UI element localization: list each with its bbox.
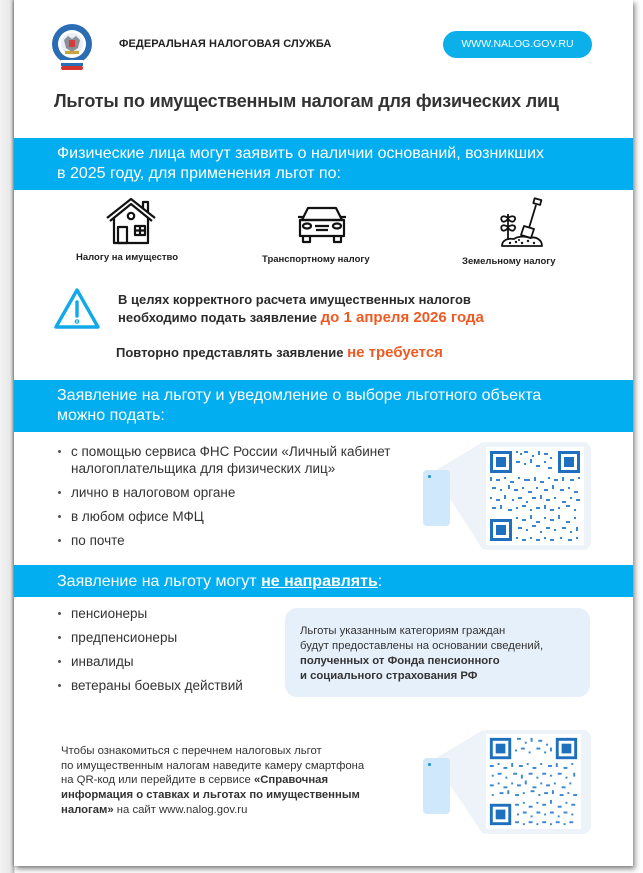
service-name-part1: «Справочная (253, 774, 329, 787)
list-item: лично в налоговом органе (56, 484, 416, 501)
page-title: Льготы по имущественным налогам для физических лиц (54, 91, 559, 111)
agency-name: ФЕДЕРАЛЬНАЯ НАЛОГОВАЯ СЛУЖБА (119, 38, 332, 50)
website-link-button[interactable]: WWW.NALOG.GOV.RU (443, 31, 592, 58)
banner-no-application-needed (14, 565, 633, 597)
qr-code-reference-icon[interactable] (423, 728, 593, 840)
list-item: ветераны боевых действий (56, 677, 296, 694)
banner-eligibility (14, 138, 633, 190)
info-line2: будут предоставлены на основании сведений, (300, 640, 544, 652)
service-name-part3: налогам» (61, 803, 114, 816)
category-label-land: Земельному налогу (462, 256, 556, 267)
leaflet-page (14, 0, 633, 866)
repeat-prefix: Повторно представлять заявление (116, 345, 348, 360)
list-item: инвалиды (56, 653, 296, 670)
footer-line2: по имущественным налогам наведите камеру смартфона (61, 759, 365, 772)
banner-submission-channels (14, 380, 633, 432)
repeat-highlight: не требуется (347, 344, 443, 361)
category-label-transport: Транспортному налогу (262, 254, 370, 265)
list-item: с помощью сервиса ФНС России «Личный кабинет налогоплательщика для физических лиц» (56, 443, 416, 477)
list-item: предпенсионеры (56, 629, 296, 646)
banner-text-line2: можно подать: (57, 407, 165, 424)
warning-line2-prefix: необходимо подать заявление (118, 310, 321, 325)
list-item: пенсионеры (56, 605, 296, 622)
info-line1: Льготы указанным категориям граждан (300, 625, 506, 637)
banner-text-line2: в 2025 году, для применения льгот по: (57, 165, 341, 182)
footer-instructions (61, 744, 421, 818)
warning-line1: В целях корректного расчета имущественных налогов (118, 292, 471, 307)
qr-code-lk-icon[interactable] (423, 440, 593, 560)
banner-text-line1: Заявление на льготу и уведомление о выборе льготного объекта (57, 387, 542, 404)
car-icon (296, 204, 348, 249)
fns-emblem-icon (50, 22, 94, 74)
list-item: по почте (56, 532, 416, 549)
warning-triangle-icon (53, 287, 101, 331)
deadline-highlight: до 1 апреля 2026 года (320, 309, 484, 326)
exempt-categories-list (56, 605, 296, 701)
footer-line1: Чтобы ознакомиться с перечнем налоговых льгот (61, 745, 322, 757)
submission-channels-list (56, 443, 416, 556)
banner-text-line1: Физические лица могут заявить о наличии оснований, возникших (57, 145, 545, 162)
info-box (285, 608, 590, 697)
banner-highlight: не направлять (261, 573, 378, 590)
banner-suffix: : (377, 573, 383, 590)
banner-prefix: Заявление на льготу могут (57, 573, 262, 590)
service-name-part2: информация о ставках и льготах по имущественным (61, 789, 360, 802)
repeat-notice (116, 344, 443, 361)
land-shovel-icon (498, 196, 546, 255)
info-bold1: полученных от Фонда пенсионного (300, 655, 500, 667)
info-bold2: и социального страхования РФ (300, 670, 478, 682)
category-label-property: Налогу на имущество (76, 252, 179, 263)
footer-site-link[interactable]: на сайт www.nalog.gov.ru (113, 803, 248, 816)
warning-text (118, 291, 484, 327)
house-icon (105, 196, 157, 251)
list-item: в любом офисе МФЦ (56, 508, 416, 525)
footer-line3: на QR-код или перейдите в сервисе (61, 774, 254, 787)
